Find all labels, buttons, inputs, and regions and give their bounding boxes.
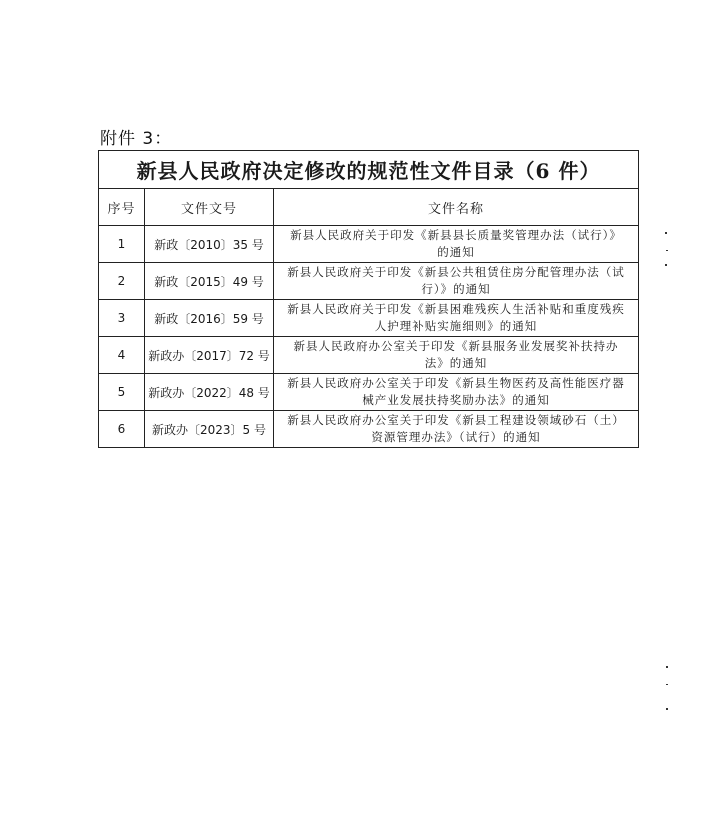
row-doc-name [274,337,639,374]
row-doc-no: 新政〔2010〕35 号 [145,226,274,263]
scan-speck [666,666,668,668]
row-seq: 5 [99,374,145,411]
scan-speck [666,708,668,710]
table-row [99,374,639,411]
row-seq: 2 [99,263,145,300]
header-doc-name: 文件名称 [274,189,639,226]
scan-speck [666,684,668,685]
table-title-row [99,151,639,189]
scan-speck [666,250,668,251]
row-doc-name-line2: 的通知 [437,245,475,259]
row-doc-name [274,226,639,263]
header-seq: 序号 [99,189,145,226]
table-row [99,226,639,263]
table-title: 新县人民政府决定修改的规范性文件目录（6 件） [99,151,639,189]
table-row [99,411,639,448]
row-doc-name-line1: 新县人民政府办公室关于印发《新县工程建设领域砂石（土） [287,413,625,427]
row-doc-name [274,374,639,411]
row-doc-name-line1: 新县人民政府办公室关于印发《新县生物医药及高性能医疗器 [287,376,625,390]
scan-speck [665,232,667,234]
row-doc-no: 新政〔2016〕59 号 [145,300,274,337]
row-doc-name-line2: 人护理补贴实施细则》的通知 [374,319,538,333]
row-doc-name-line2: 法》的通知 [424,356,488,370]
header-doc-no: 文件文号 [145,189,274,226]
scan-speck [665,264,667,266]
row-seq: 3 [99,300,145,337]
attachment-label: 附件 3： [100,129,173,149]
row-doc-name-line1: 新县人民政府关于印发《新县困难残疾人生活补贴和重度残疾 [287,302,625,316]
row-doc-name [274,263,639,300]
row-doc-name-line2: 资源管理办法》（试行）的通知 [371,430,541,444]
table-row [99,263,639,300]
row-seq: 4 [99,337,145,374]
row-doc-name-line1: 新县人民政府关于印发《新县县长质量奖管理办法（试行）》 [290,228,622,242]
table-header-row [99,189,639,226]
row-doc-no: 新政办〔2023〕5 号 [145,411,274,448]
row-doc-no: 新政办〔2017〕72 号 [145,337,274,374]
row-doc-name [274,411,639,448]
row-doc-name [274,300,639,337]
row-doc-name-line1: 新县人民政府关于印发《新县公共租赁住房分配管理办法（试 [287,265,625,279]
row-doc-name-line2: 行）》的通知 [421,282,491,296]
document-list-table [98,150,639,448]
row-seq: 1 [99,226,145,263]
row-doc-no: 新政〔2015〕49 号 [145,263,274,300]
table-row [99,337,639,374]
row-doc-no: 新政办〔2022〕48 号 [145,374,274,411]
table-row [99,300,639,337]
row-doc-name-line1: 新县人民政府办公室关于印发《新县服务业发展奖补扶持办 [293,339,619,353]
row-seq: 6 [99,411,145,448]
row-doc-name-line2: 械产业发展扶持奖励办法》的通知 [362,393,550,407]
